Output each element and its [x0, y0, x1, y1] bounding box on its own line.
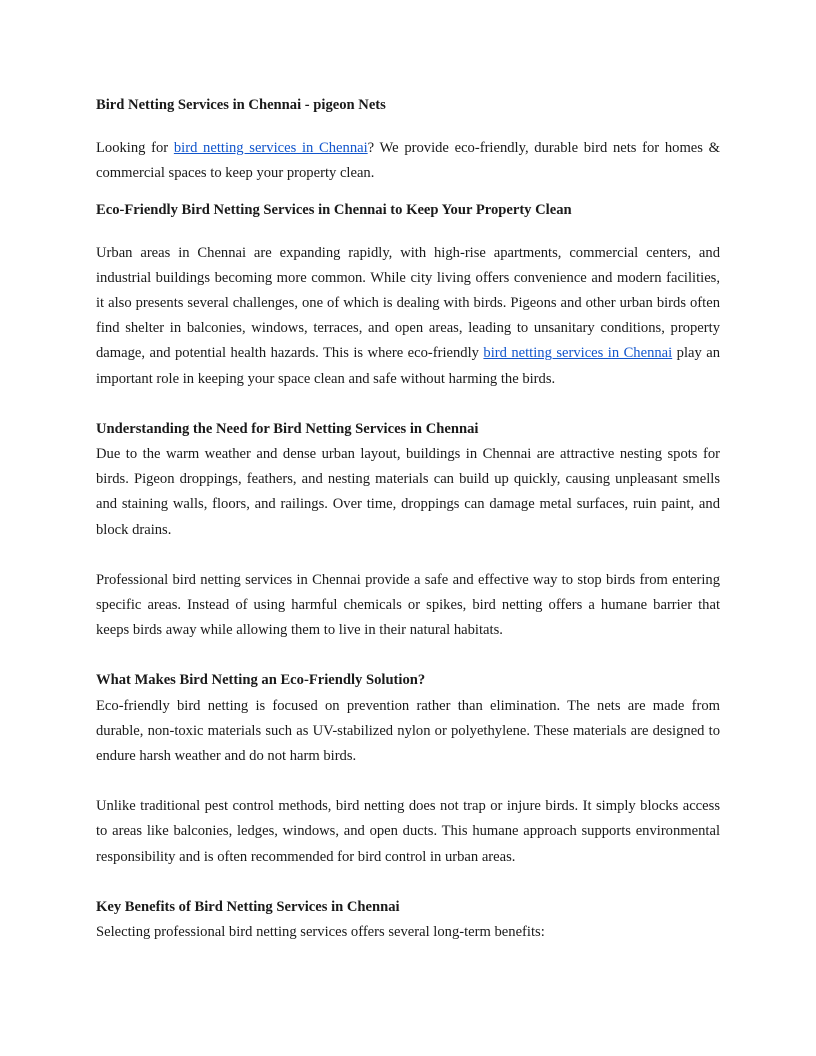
urban-text-after-link: play an important role in keeping your space clean and safe without harming the birds.	[96, 345, 721, 387]
spacer	[96, 392, 720, 417]
spacer	[96, 224, 720, 241]
spacer	[96, 186, 720, 198]
main-heading: Eco-Friendly Bird Netting Services in Chennai to Keep Your Property Clean	[96, 202, 572, 219]
need-heading: Understanding the Need for Bird Netting Services in Chennai	[96, 420, 479, 437]
spacer	[96, 543, 720, 568]
spacer	[96, 769, 720, 794]
document-page	[96, 94, 720, 945]
need-paragraph-1: Due to the warm weather and dense urban layout, buildings in Chennai are attractive nesting spots for birds. Pigeon droppings, feathers, and nesting materials can build up quickly, causing unpleasant smells and staining walls, floors, and railings. Over time, droppings can damage metal surfaces, ruin paint, and block drains.	[96, 446, 720, 538]
eco-paragraph-2: Unlike traditional pest control methods, bird netting does not trap or injure birds. It simply blocks access to areas like balconies, ledges, windows, and open ducts. This humane approach supports environmental responsibility and is often recommended for bird control in urban areas.	[96, 798, 720, 865]
intro-link[interactable]: bird netting services in Chennai	[173, 140, 368, 156]
spacer	[96, 643, 720, 668]
eco-heading: What Makes Bird Netting an Eco-Friendly Solution?	[96, 672, 426, 689]
urban-link[interactable]: bird netting services in Chennai	[483, 345, 673, 362]
eco-paragraph-1: Eco-friendly bird netting is focused on prevention rather than elimination. The nets are made from durable, non-toxic materials such as UV-stabilized nylon or polyethylene. These materials are designed to endure harsh weather and do not harm birds.	[96, 697, 720, 765]
spacer	[96, 870, 720, 895]
document-title: Bird Netting Services in Chennai - pigeon Nets	[96, 97, 386, 113]
intro-text-after-link: ? We provide eco-friendly, durable bird nets for homes & commercial spaces to keep your property clean.	[96, 140, 720, 182]
benefits-heading: Key Benefits of Bird Netting Services in Chennai	[96, 898, 400, 915]
intro-text-before-link: Looking for	[96, 140, 174, 156]
benefits-paragraph-1: Selecting professional bird netting services offers several long-term benefits:	[96, 924, 545, 941]
need-paragraph-2: Professional bird netting services in Chennai provide a safe and effective way to stop birds from entering specific areas. Instead of using harmful chemicals or spikes, bird netting offers a humane barrier that keeps birds away while allowing them to live in their natural habitats.	[96, 571, 720, 639]
urban-text-before-link: Urban areas in Chennai are expanding rapidly, with high-rise apartments, commercial centers, and industrial buildings becoming more common. While city living offers convenience and modern facilities, it also presents several challenges, one of which is dealing with birds. Pigeons and other urban birds often find shelter in balconies, windows, terraces, and open areas, leading to unsanitary conditions, property damage, and potential health hazards. This is where eco-friendly	[96, 244, 720, 362]
intro-paragraph	[96, 136, 720, 186]
urban-paragraph	[96, 241, 720, 392]
